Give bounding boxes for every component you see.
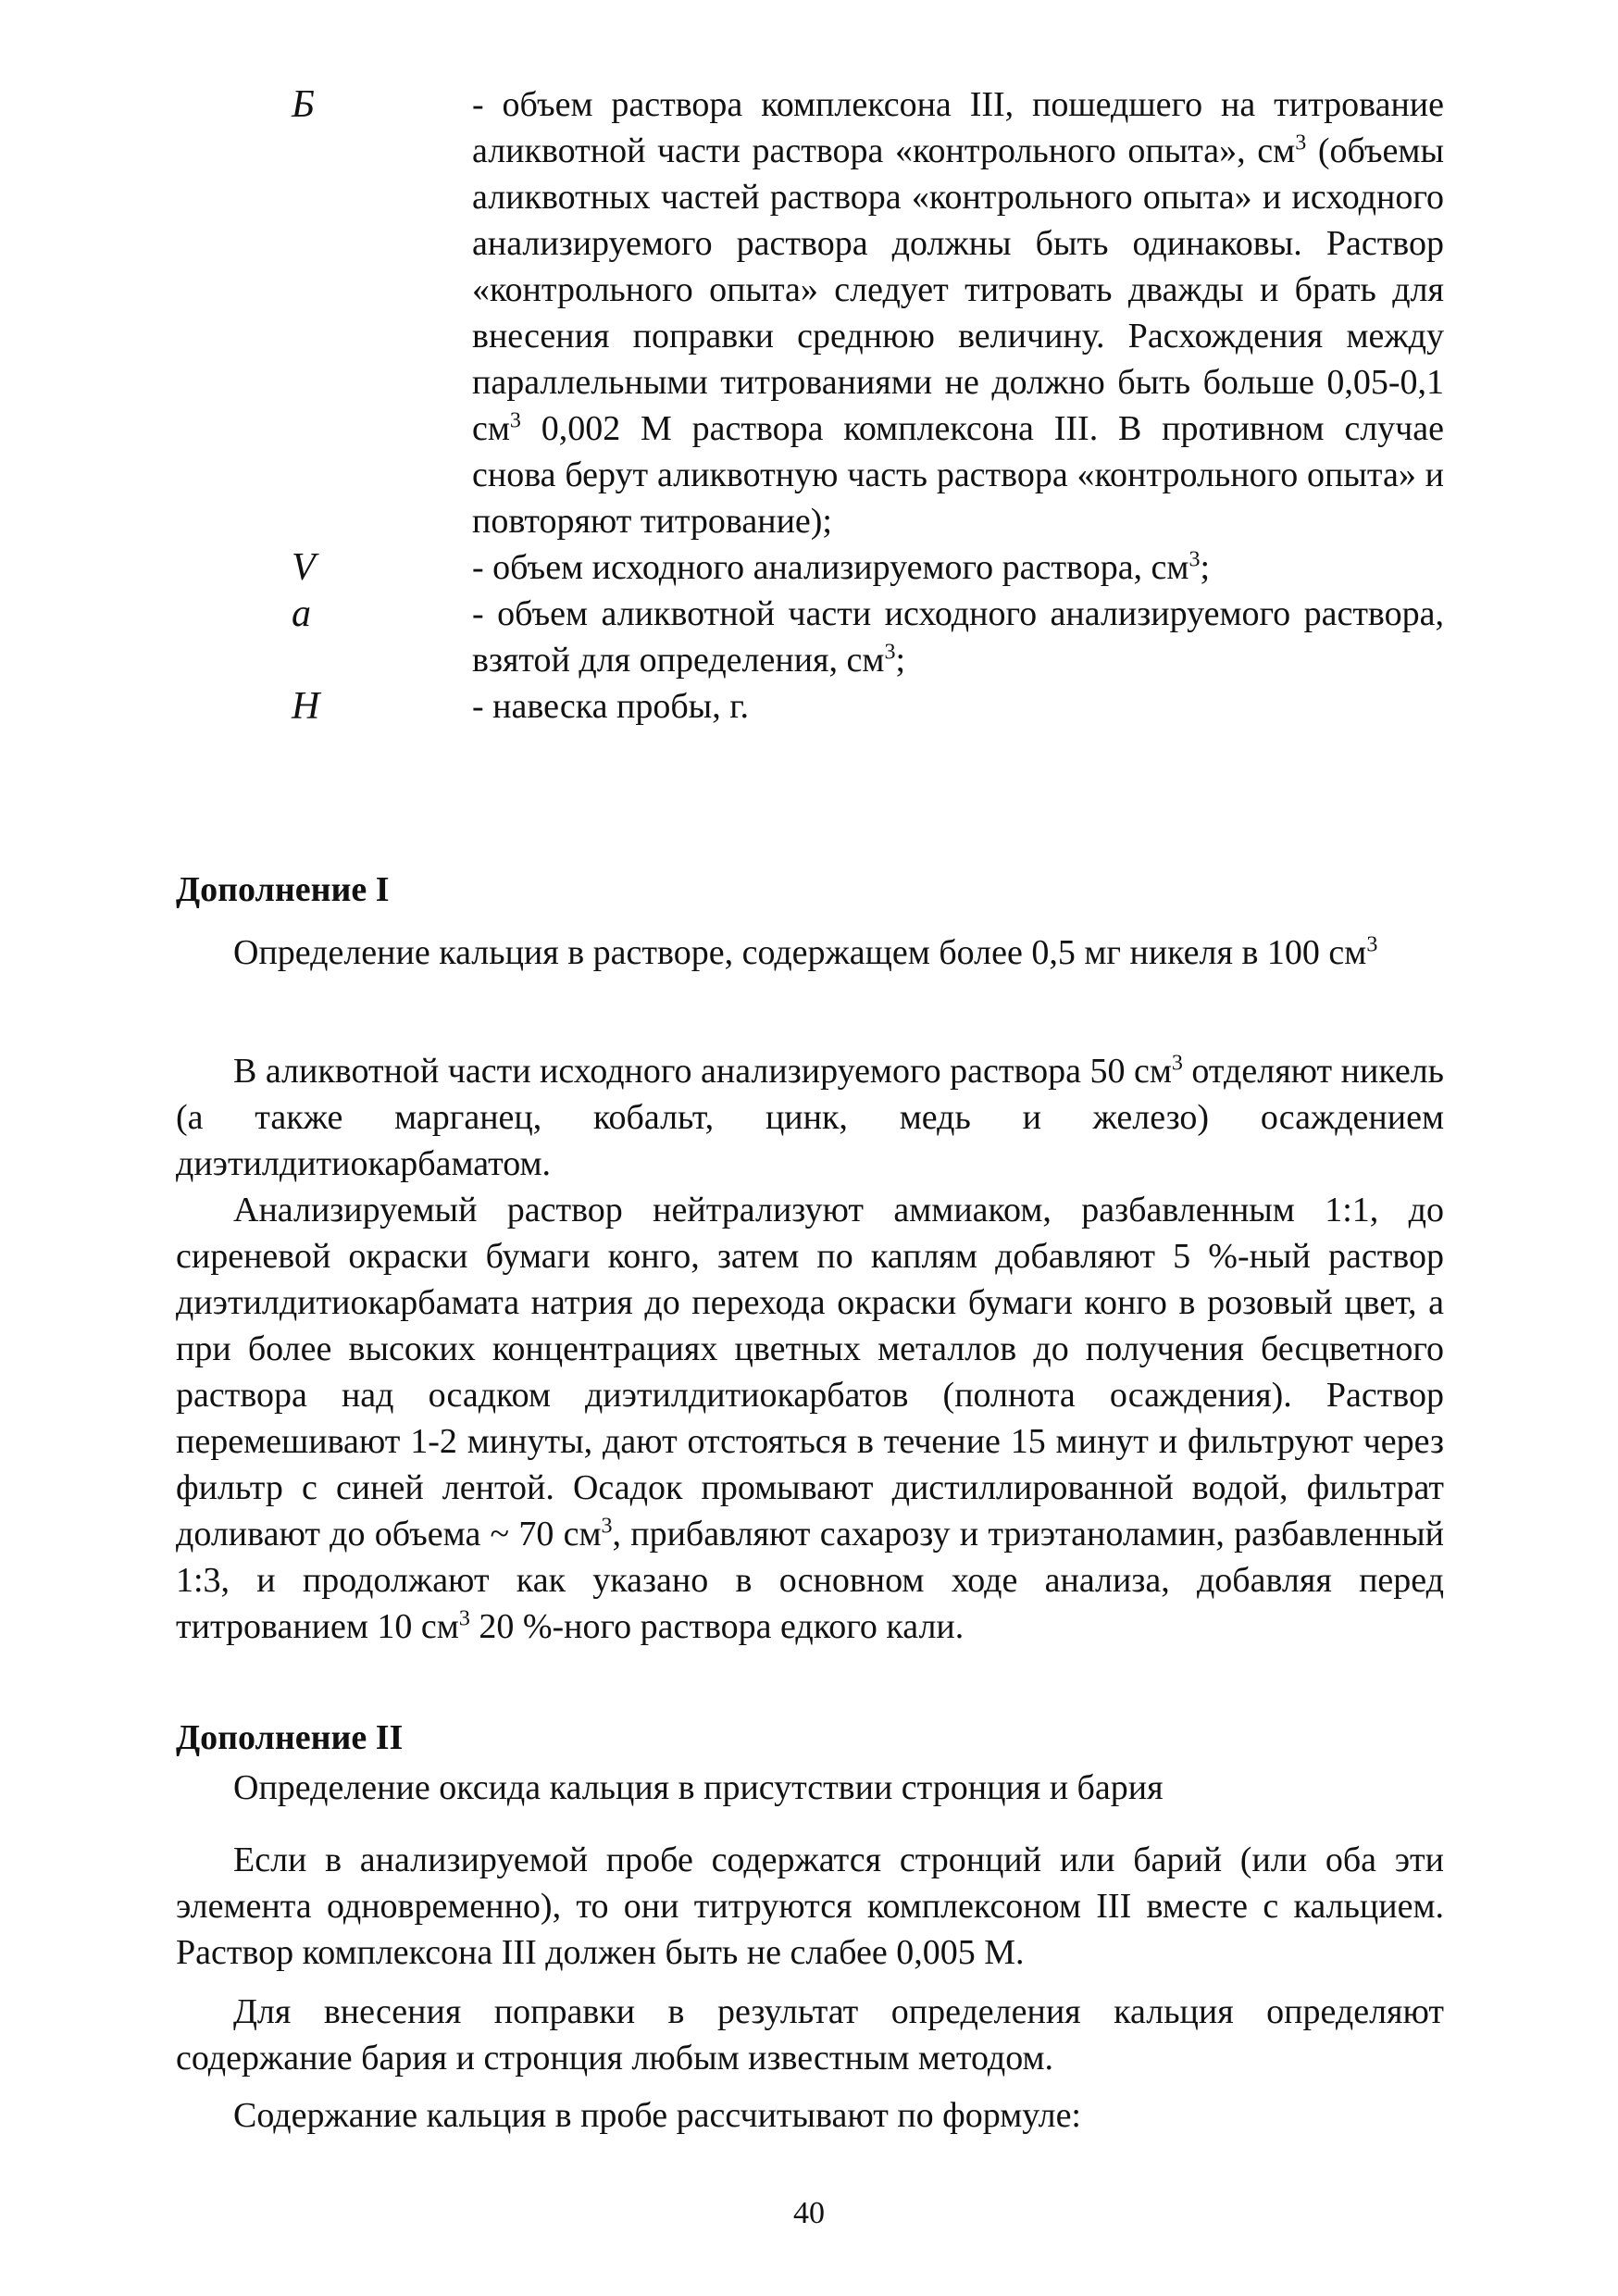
supplement-1-paragraph-2: Анализируемый раствор нейтрализуют аммиаком, разбавленным 1:1, до сиреневой окраски бумаги конго, затем по каплям добавляют 5 %-ный раствор диэтилдитиокарбамата натрия до перехода окраски бумаги конго в розовый цвет, а при более высоких концентрациях цветных металлов до получения бесцветного раствора над осадком диэтилдитиокарбатов (полнота осаждения). Раствор перемешивают 1-2 минуты, дают отстояться в течение 15 минут и фильтруют через фильтр с синей лентой. Осадок промывают дистиллированной водой, фильтрат доливают до объема ~ 70 $см^3$, прибавляют сахарозу и триэтаноламин, разбавленный 1:3, и продолжают как указано в основном ходе анализа, добавляя перед титрованием 10 $см^3$ 20 %-ного раствора едкого кали. — [176, 1191, 1445, 1646]
definition-text: - объем аликвотной части исходного анализируемого раствора, взятой для определения, $см^3$; — [472, 594, 1444, 680]
definition-symbol: V — [292, 546, 316, 589]
definitions-list — [236, 81, 1444, 730]
supplement-2-heading: Дополнение II — [176, 1718, 404, 1757]
definition-b — [236, 81, 1444, 544]
definition-symbol: Б — [292, 83, 315, 126]
supplement-2-paragraph-2: Для внесения поправки в результат определения кальция определяют содержание бария и стронция любым известным методом. — [176, 1992, 1444, 2078]
definition-text: - навеска пробы, г. — [472, 687, 750, 726]
definition-v — [236, 544, 1444, 591]
supplement-2-paragraph-1: Если в анализируемой пробе содержатся стронций или барий (или оба эти элемента одновременно), то они титруются комплексоном III вместе с кальцием. Раствор комплексона III должен быть не слабее 0,005 М. — [176, 1841, 1444, 1972]
definition-symbol: a — [292, 593, 311, 635]
supplement-2-subtitle: Определение оксида кальция в присутствии стронция и бария — [233, 1768, 1164, 1807]
supplement-1-subtitle: Определение кальция в растворе, содержащем более 0,5 мг никеля в 100 $см^3$ — [233, 932, 1378, 972]
definition-h — [236, 683, 1444, 730]
definition-symbol: Н — [292, 685, 320, 728]
page-number: 40 — [793, 2196, 825, 2230]
supplement-2-paragraph-3: Содержание кальция в пробе рассчитывают по формуле: — [233, 2096, 1081, 2135]
supplement-1-paragraph-1: В аликвотной части исходного анализируемого раствора 50 $см^3$ отделяют никель (а также марганец, кобальт, цинк, медь и железо) осаждением диэтилдитиокарбаматом. — [176, 1051, 1445, 1183]
definition-a — [236, 591, 1444, 683]
definition-text: - объем исходного анализируемого раствора, $см^3$; — [472, 547, 1211, 587]
definition-text: - объем раствора комплексона III, пошедшего на титрование аликвотной части раствора «контрольного опыта», $см^3$ (объемы аликвотных частей раствора «контрольного опыта» и исходного анализируемого раствора должны быть одинаковы. Раствор «контрольного опыта» следует титровать дважды и брать для внесения поправки среднюю величину. Расхождения между параллельными титрованиями не должно быть больше 0,05-0,1 $см^3$ 0,002 М раствора комплексона III. В противном случае снова берут аликвотную часть раствора «контрольного опыта» и повторяют титрование); — [472, 85, 1444, 541]
supplement-1-heading: Дополнение I — [176, 870, 390, 909]
